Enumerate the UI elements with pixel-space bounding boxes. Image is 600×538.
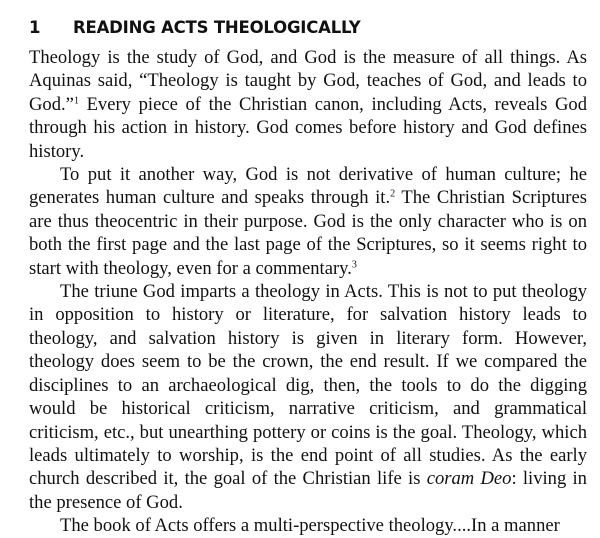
chapter-title: READING ACTS THEOLOGICALLY	[73, 18, 361, 37]
page	[29, 16, 587, 538]
chapter-number: 1	[29, 18, 41, 37]
paragraph-2-text-b: The Christian Scriptures are thus theocentric in their purpose. God is the only character who is on both the first page and the last page of the Scriptures, so it seems right to start with theology, even for a commentary.	[29, 187, 587, 279]
chapter-heading	[29, 16, 587, 40]
paragraph-2	[29, 163, 587, 280]
footnote-ref-1[interactable]: 1	[73, 95, 79, 107]
paragraph-3	[29, 280, 587, 514]
paragraph-1-text-b: Every piece of the Christian canon, including Acts, reveals God through his action in history. God comes before history and God defines history.	[29, 93, 587, 162]
paragraph-1-text-a: Theology is the study of God, and God is the measure of all things. As Aquinas said, “Theology is taught by God, teaches of God, and leads to God.”	[29, 47, 587, 115]
paragraph-1	[29, 46, 587, 163]
footnote-ref-2[interactable]: 2	[390, 188, 396, 200]
paragraph-3-text-b: : living in the presence of God.	[29, 468, 587, 513]
paragraph-4-cut-off: The book of Acts offers a multi-perspective theology....In a manner	[60, 515, 560, 537]
paragraph-2-text-a: To put it another way, God is not derivative of human culture; he generates human culture and speaks through it.	[29, 164, 587, 209]
footnote-ref-3[interactable]: 3	[351, 259, 357, 271]
paragraph-3-text-a: The triune God imparts a theology in Acts. This is not to put theology in opposition to history or literature, for salvation history leads to theology, and salvation history is given in literary form. However, theology does seem to be the crown, the end result. If we compared the disciplines to an archaeological dig, then, the tools to do the digging would be historical criticism, narrative criticism, and grammatical criticism, etc., but unearthing pottery or coins is the goal. Theology, which leads ultimately to worship, is the end point of all studies. As the early church described it, the goal of the Christian life is	[29, 281, 587, 490]
paragraph-3-italic: coram Deo	[426, 468, 512, 490]
